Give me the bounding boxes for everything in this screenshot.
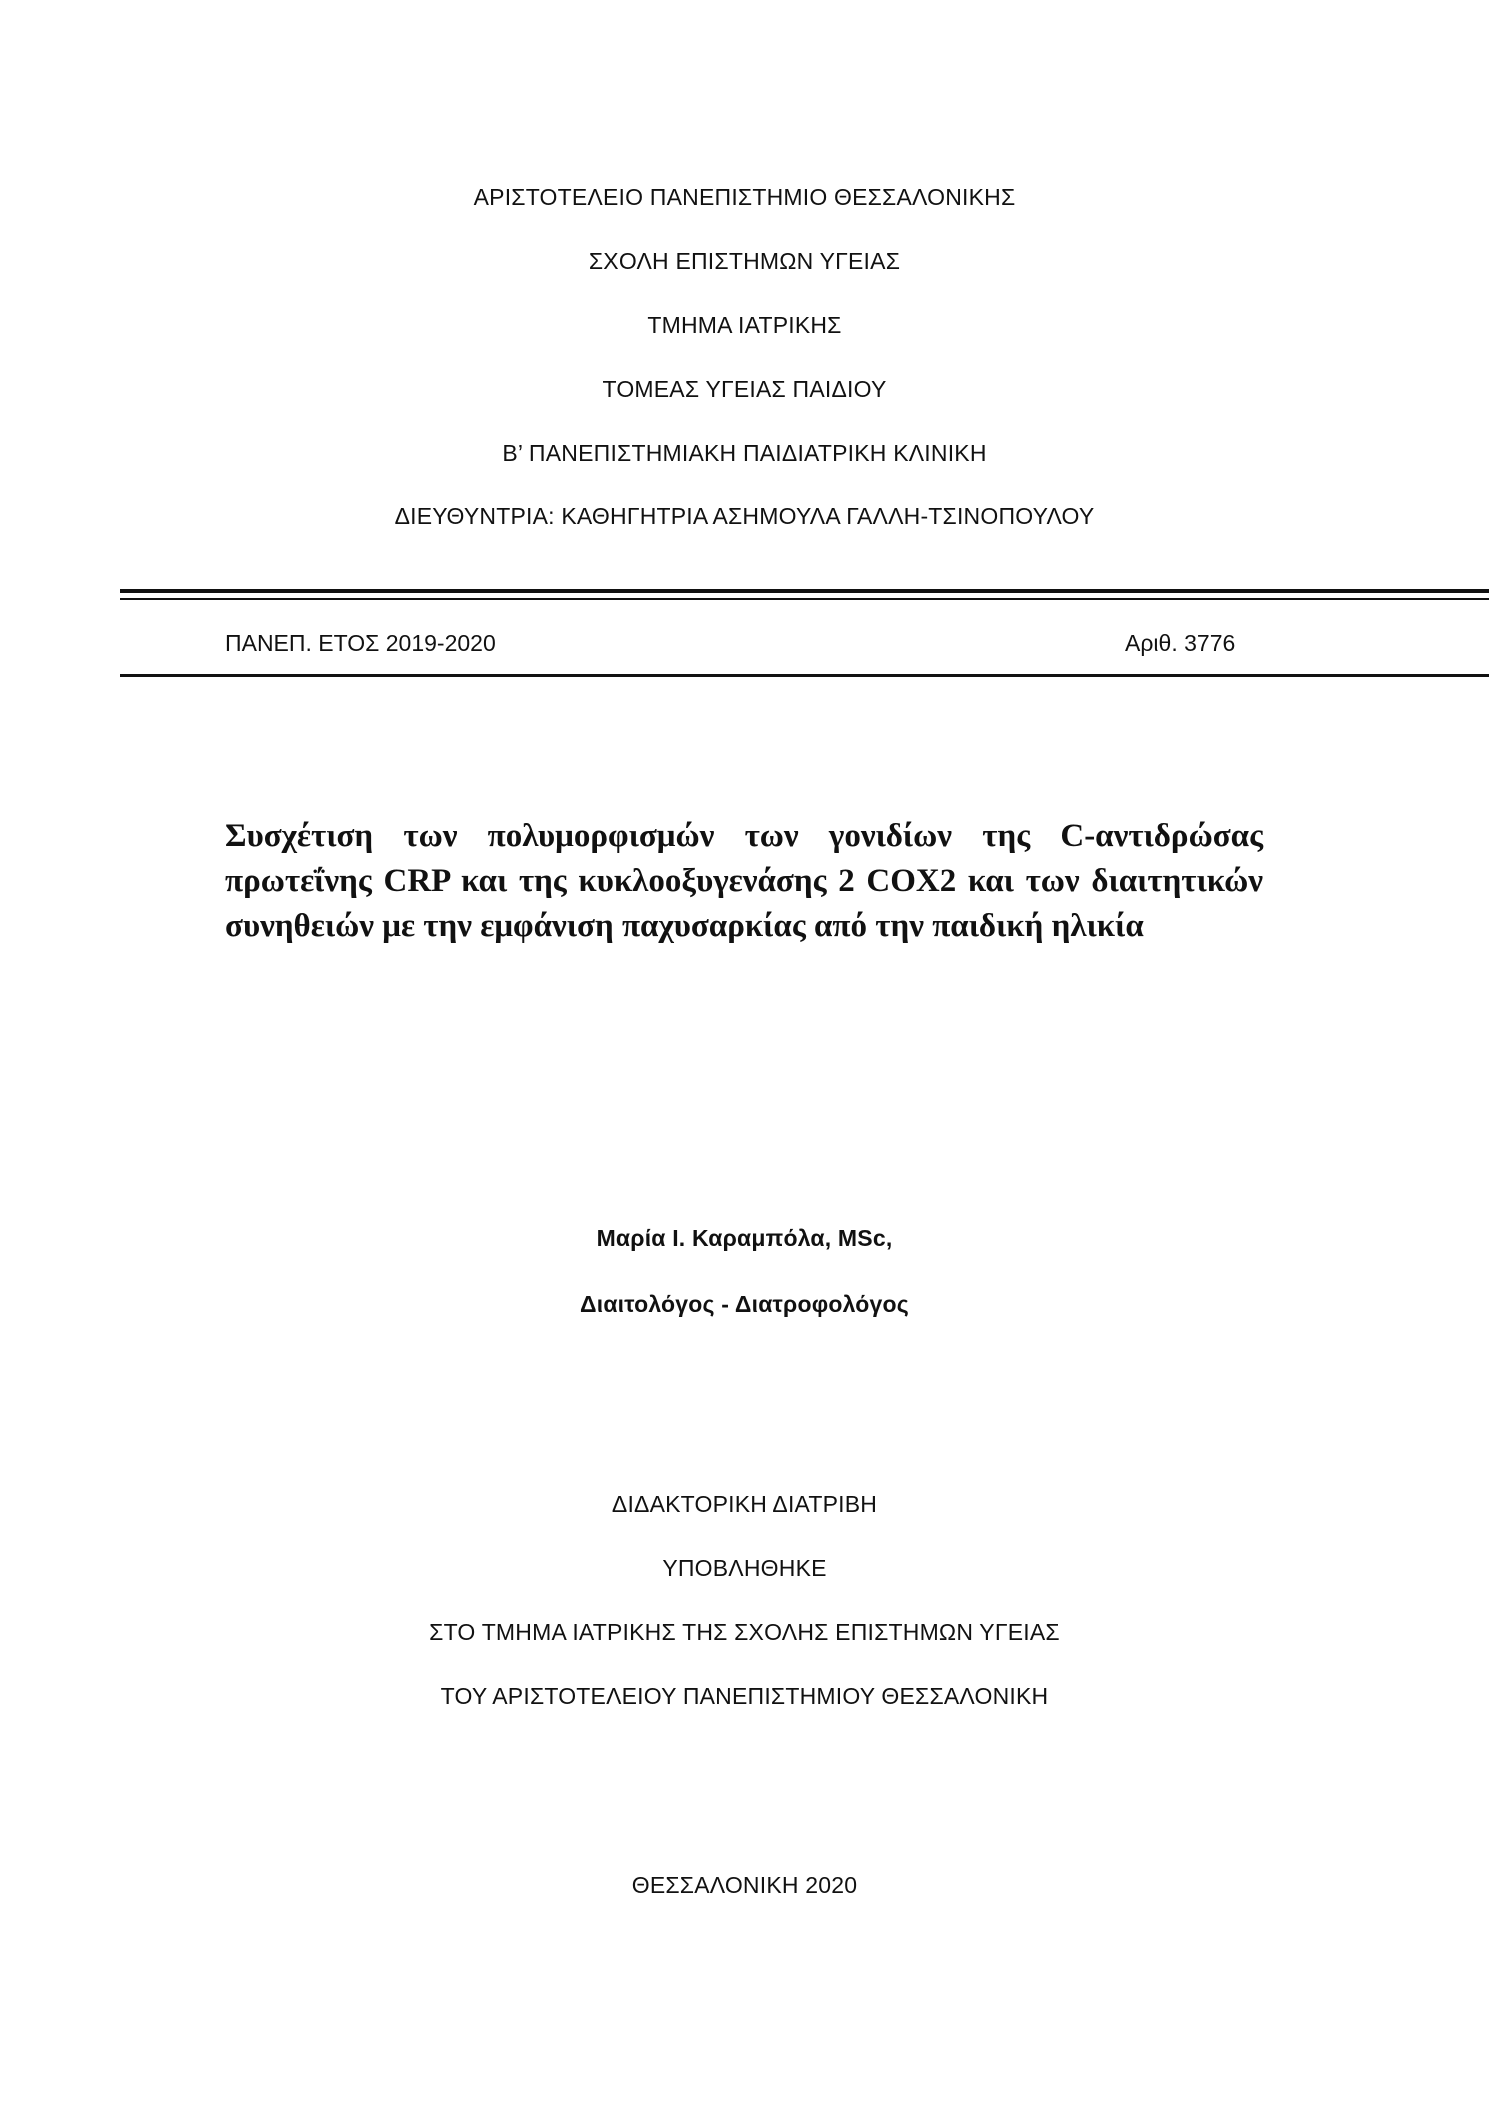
submitted-label: ΥΠΟΒΛΗΘΗΚΕ [662, 1555, 827, 1581]
submitted-to-department: ΣΤΟ ΤΜΗΜΑ ΙΑΤΡΙΚΗΣ ΤΗΣ ΣΧΟΛΗΣ ΕΠΙΣΤΗΜΩΝ ΥΓΕΙΑΣ [429, 1619, 1060, 1645]
meta-rule [120, 674, 1489, 677]
thesis-number: Αριθ. 3776 [1125, 630, 1236, 656]
clinic-name: Β’ ΠΑΝΕΠΙΣΤΗΜΙΑΚΗ ΠΑΙΔΙΑΤΡΙΚΗ ΚΛΙΝΙΚΗ [502, 440, 987, 466]
academic-year: ΠΑΝΕΠ. ΕΤΟΣ 2019-2020 [225, 630, 496, 656]
university-name: ΑΡΙΣΤΟΤΕΛΕΙΟ ΠΑΝΕΠΙΣΤΗΜΙΟ ΘΕΣΣΑΛΟΝΙΚΗΣ [473, 184, 1016, 210]
author-name: Μαρία Ι. Καραμπόλα, MSc, [596, 1225, 893, 1251]
submitted-to-university: ΤΟΥ ΑΡΙΣΤΟΤΕΛΕΙΟΥ ΠΑΝΕΠΙΣΤΗΜΙΟΥ ΘΕΣΣΑΛΟΝΙΚΗ [440, 1683, 1049, 1709]
department-name: ΤΜΗΜΑ ΙΑΤΡΙΚΗΣ [647, 312, 842, 338]
thesis-type: ΔΙΔΑΚΤΟΡΙΚΗ ΔΙΑΤΡΙΒΗ [611, 1491, 878, 1517]
place-year: ΘΕΣΣΑΛΟΝΙΚΗ 2020 [631, 1872, 858, 1898]
school-name: ΣΧΟΛΗ ΕΠΙΣΤΗΜΩΝ ΥΓΕΙΑΣ [588, 248, 901, 274]
header-rule-bottom [120, 598, 1489, 600]
sector-name: ΤΟΜΕΑΣ ΥΓΕΙΑΣ ΠΑΙΔΙΟΥ [602, 376, 887, 402]
thesis-title: Συσχέτιση των πολυμορφισμών των γονιδίων της C-αντιδρώσας πρωτεΐνης CRP και της κυκλοοξυγενάσης 2 COX2 και των διαιτητικών συνηθειών με την εμφάνιση παχυσαρκίας από την παιδική ηλικία [225, 818, 1263, 944]
director-line: ΔΙΕΥΘΥΝΤΡΙΑ: ΚΑΘΗΓΗΤΡΙΑ ΑΣΗΜΟΥΛΑ ΓΑΛΛΗ-ΤΣΙΝΟΠΟΥΛΟΥ [394, 503, 1095, 529]
author-profession: Διαιτολόγος - Διατροφολόγος [580, 1291, 909, 1317]
header-rule-top [120, 589, 1489, 593]
